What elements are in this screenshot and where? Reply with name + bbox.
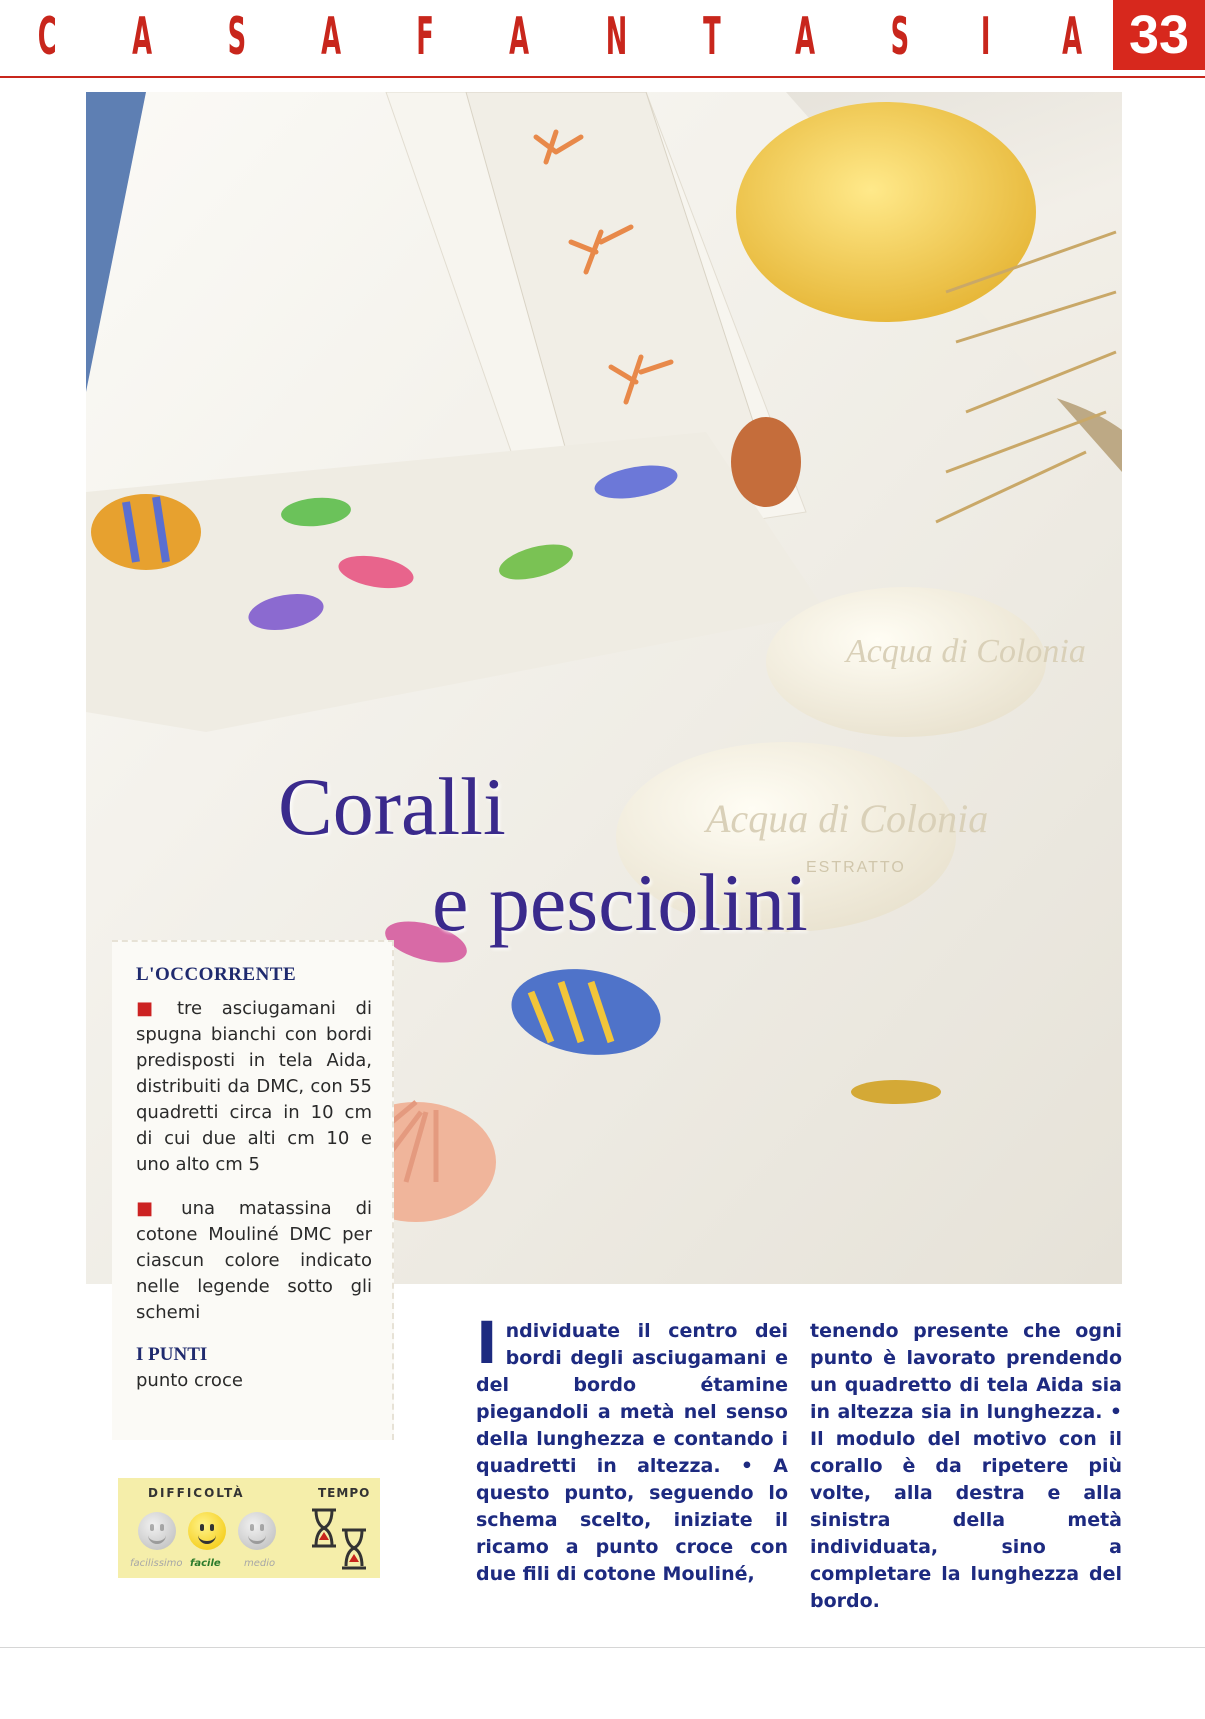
soap-text-bottom: Acqua di Colonia (706, 796, 989, 841)
brand-letter: I (980, 7, 991, 67)
materials-item (136, 1196, 372, 1326)
brand-letter: A (321, 7, 342, 67)
medium-face-icon (238, 1512, 276, 1550)
hourglass-icon (308, 1506, 378, 1574)
brand-letter: A (132, 7, 153, 67)
header-divider (0, 76, 1205, 78)
brand-letter: N (605, 7, 628, 67)
easy-face-icon (188, 1512, 226, 1550)
brand-letter: S (227, 7, 247, 67)
brand-letter: S (890, 7, 910, 67)
brand-letter: A (1061, 7, 1082, 67)
time-heading: TEMPO (318, 1486, 371, 1500)
body-column-2 (810, 1318, 1122, 1615)
body-text-col2: tenendo presente che ogni punto è lavorato prendendo un quadretto di tela Aida sia in altezza sia in lunghezza. • Il modulo del motivo con il corallo è da ripetere più volte, alla destra e alla sinistra della metà individuata, sino a completare la lunghezza del bordo. (810, 1320, 1122, 1612)
level-label-easy: facile (190, 1558, 221, 1569)
level-label-very-easy: facilissimo (130, 1558, 183, 1569)
brand-letter: A (795, 7, 816, 67)
stitches-value: punto croce (136, 1370, 243, 1391)
page-number: 33 (1113, 0, 1205, 70)
difficulty-box (118, 1478, 380, 1578)
page-header (0, 0, 1205, 78)
yellow-sponge (736, 102, 1036, 322)
soap-text-top: Acqua di Colonia (846, 633, 1086, 670)
materials-item (136, 996, 372, 1178)
bullet-icon: ■ (136, 1198, 172, 1219)
materials-heading: L'OCCORRENTE (136, 964, 297, 985)
stitches-heading: I PUNTI (136, 1344, 208, 1365)
materials-item-text: una matassina di cotone Mouliné DMC per ciascun colore indicato nelle legende sotto gli schemi (136, 1198, 372, 1323)
shell (731, 417, 801, 507)
materials-box (112, 940, 394, 1440)
brand-letter: C (37, 7, 57, 67)
level-label-medium: medio (244, 1558, 276, 1569)
brand-letter: F (416, 7, 434, 67)
soap-subtext: ESTRATTO (806, 859, 906, 876)
brand-letter: T (702, 7, 721, 67)
magazine-brand (30, 6, 1090, 68)
body-text-col1: ndividuate il centro dei bordi degli asciugamani e del bordo étamine piegandoli a metà nel senso della lunghezza e contando i quadretti in altezza. • A questo punto, seguendo lo schema scelto, iniziate il ricamo a punto croce con due fili di cotone Mouliné, (476, 1320, 788, 1585)
materials-item-text: tre asciugamani di spugna bianchi con bordi predisposti in tela Aida, distribuiti da DMC, con 55 quadretti circa in 10 cm di cui due alti cm 10 e uno alto cm 5 (136, 998, 372, 1175)
footer-divider (0, 1647, 1205, 1648)
brand-letter: A (509, 7, 529, 67)
body-column-1 (476, 1309, 788, 1588)
bullet-icon: ■ (136, 998, 167, 1019)
difficulty-heading: DIFFICOLTÀ (148, 1486, 245, 1500)
article-title-line2: e pesciolini (432, 857, 808, 948)
article-title-line1: Coralli (278, 761, 506, 852)
very-easy-face-icon (138, 1512, 176, 1550)
drop-cap: I (476, 1309, 498, 1377)
